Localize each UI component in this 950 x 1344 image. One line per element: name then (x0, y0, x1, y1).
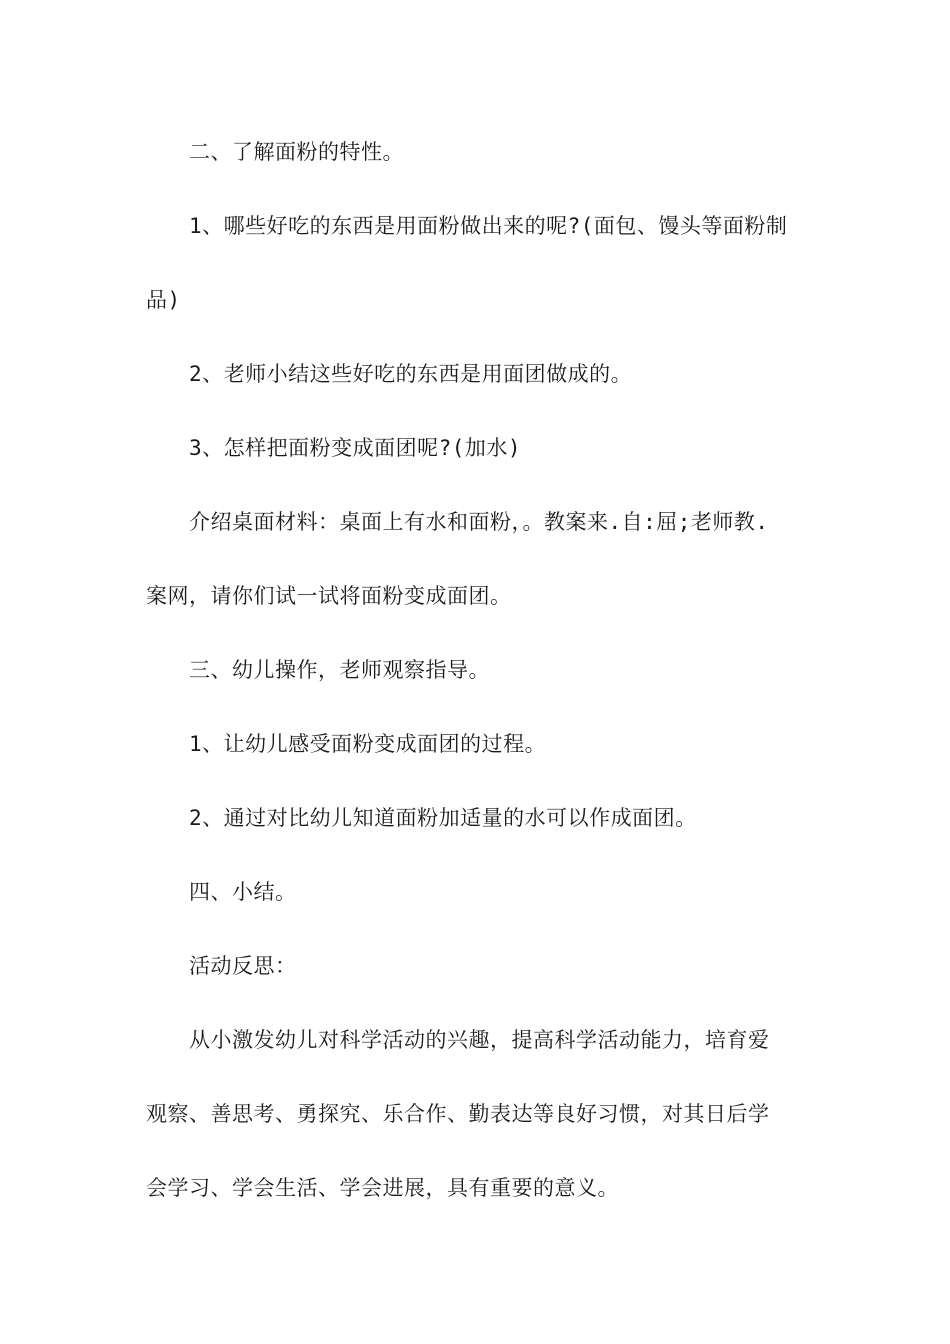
paragraph-line: 1、让幼儿感受面粉变成面团的过程。 (189, 732, 547, 756)
paragraph-line: 案网，请你们试一试将面粉变成面团。 (146, 584, 512, 608)
paragraph-line: 介绍桌面材料：桌面上有水和面粉，。教案来.自:屈;老师教. (189, 510, 769, 534)
paragraph-line: 2、老师小结这些好吃的东西是用面团做成的。 (189, 362, 633, 386)
paragraph-line: 从小激发幼儿对科学活动的兴趣，提高科学活动能力，培育爱 (189, 1028, 770, 1052)
paragraph-line: 1、哪些好吃的东西是用面粉做出来的呢?(面包、馒头等面粉制 (189, 214, 788, 238)
reflection-heading: 活动反思： (189, 954, 297, 978)
paragraph-line: 品) (146, 288, 181, 312)
section-heading-3: 三、幼儿操作，老师观察指导。 (189, 658, 490, 682)
paragraph-line: 2、通过对比幼儿知道面粉加适量的水可以作成面团。 (189, 806, 697, 830)
section-heading-2: 二、了解面粉的特性。 (189, 140, 404, 164)
paragraph-line: 3、怎样把面粉变成面团呢?(加水) (189, 436, 522, 460)
paragraph-line: 会学习、学会生活、学会进展，具有重要的意义。 (146, 1176, 619, 1200)
paragraph-line: 观察、善思考、勇探究、乐合作、勤表达等良好习惯，对其日后学 (146, 1102, 770, 1126)
section-heading-4: 四、小结。 (189, 880, 297, 904)
